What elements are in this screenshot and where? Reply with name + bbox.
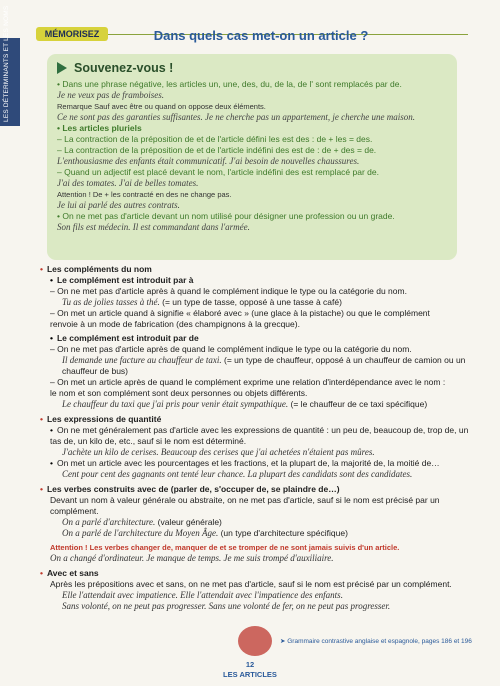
rule-text: – On ne met pas d'article après de quand le complément indique le type ou la catégorie du nom.: [50, 344, 412, 354]
rule-text: – La contraction de la préposition de et de l'article indéfini des est de : de + des = de.: [57, 145, 377, 155]
rule-text: – Quand un adjectif est placé devant le nom, l'article indéfini des est remplacé par de.: [57, 167, 379, 177]
rule-text: – La contraction de la préposition de et de l'article défini les est des : de + les = des.: [57, 134, 373, 144]
rule-text: Devant un nom à valeur générale ou abstraite, on ne met pas d'article, sauf si le nom est précisé par un complément.: [50, 495, 440, 516]
example-text: On a parlé d'architecture.: [62, 517, 156, 527]
chapter-side-tab: [0, 5, 20, 126]
subsection-heading: • Le complément est introduit par de: [40, 333, 470, 344]
gloss-text: (un type d'architecture spécifique): [220, 528, 348, 538]
example-text: Elle l'attendait avec impatience. Elle l'attendait avec l'impatience des enfants.: [62, 590, 343, 600]
gloss-text: (= un type de tasse, opposé à une tasse à café): [162, 297, 342, 307]
gloss-text: (= un type de chauffeur, opposé à un chauffeur de camion ou un chauffeur de bus): [62, 355, 466, 376]
rule-text: le nom et son complément sont deux personnes ou objets différents.: [50, 388, 308, 398]
rule-text: • On ne met généralement pas d'article avec les expressions de quantité : un peu de, beaucoup de, trop de, un tas de, un kilo de, etc., sauf si le nom est déterminé.: [40, 425, 470, 447]
rule-text: – On ne met pas d'article après à quand le complément indique le type ou la catégorie du nom.: [50, 286, 407, 296]
cross-reference: ➤ Grammaire contrastive anglaise et espagnole, pages 186 et 196: [280, 638, 472, 645]
side-tab-label: LES DÉTERMINANTS ET LES NOMS: [3, 5, 10, 122]
rule-text: • Dans une phrase négative, les articles un, une, des, du, de la, de l' sont remplacés par de.: [57, 79, 402, 89]
rule-text: – On met un article quand à signifie « élaboré avec » (une glace à la pistache) ou que le complément: [50, 308, 430, 318]
rule-heading: • Les articles pluriels: [57, 123, 142, 133]
example-line: [40, 528, 470, 539]
example-text: Sans volonté, on ne peut pas progresser. Sans une volonté de fer, on ne peut pas progresser.: [62, 601, 391, 611]
example-text: J'achète un kilo de cerises. Beaucoup des cerises que j'ai achetées n'étaient pas mûres.: [62, 447, 375, 457]
gloss-text: (valeur générale): [157, 517, 222, 527]
rule-text: – On met un article après de quand le complément exprime une relation d'interdépendance avec le nom :: [50, 377, 446, 387]
reminder-heading: Souvenez-vous !: [74, 60, 174, 75]
subsection-heading: • Le complément est introduit par à: [40, 275, 470, 286]
example-line: [40, 355, 470, 377]
example-text: Ce ne sont pas des garanties suffisantes. Je ne cherche pas un appartement, je cherche une maison.: [57, 112, 416, 122]
example-text: Il demande une facture au chauffeur de taxi.: [62, 355, 222, 365]
attention-text: Attention ! De + les contracté en des ne change pas.: [57, 190, 232, 199]
example-text: On a parlé de l'architecture du Moyen Âge.: [62, 528, 219, 538]
memorisez-tag: MÉMORISEZ: [36, 27, 108, 41]
rule-text: Après les prépositions avec et sans, on ne met pas d'article, sauf si le nom est précisé par un complément.: [50, 579, 452, 589]
rule-text: • On ne met pas d'article devant un nom utilisé pour désigner une profession ou un grade.: [57, 211, 395, 221]
gloss-text: (= le chauffeur de ce taxi spécifique): [290, 399, 428, 409]
main-content: [40, 264, 470, 612]
page-footer-label: LES ARTICLES: [223, 670, 277, 679]
example-text: Le chauffeur du taxi que j'ai pris pour venir était sympathique.: [62, 399, 289, 409]
example-text: Je ne veux pas de framboises.: [57, 90, 164, 100]
example-text: Je lui ai parlé des autres contrats.: [57, 200, 180, 210]
example-text: J'ai des tomates. J'ai de belles tomates.: [57, 178, 199, 188]
example-line: [40, 399, 470, 410]
example-text: Cent pour cent des gagnants ont tenté leur chance. La plupart des candidats sont des candidates.: [62, 469, 413, 479]
example-line: [40, 297, 470, 308]
rule-text: renvoie à un mode de fabrication (des champignons à la grecque).: [50, 319, 300, 329]
attention-text: Attention ! Les verbes changer de, manquer de et se tromper de ne sont jamais suivis d'un article.: [50, 543, 400, 552]
rule-text: • On met un article avec les pourcentages et les fractions, et la plupart de, la majorité de, la moitié de…: [40, 458, 470, 469]
example-line: [40, 517, 470, 528]
example-text: Tu as de jolies tasses à thé.: [62, 297, 160, 307]
page-title: Dans quels cas met-on un article ?: [153, 28, 369, 43]
example-text: Son fils est médecin. Il est commandant dans l'armée.: [57, 222, 250, 232]
page-number: 12: [245, 660, 255, 669]
page-circle-decoration: [238, 626, 272, 656]
triangle-icon: [57, 62, 67, 74]
remark-text: Remarque Sauf avec être ou quand on oppose deux éléments.: [57, 102, 266, 111]
section-heading: • Les expressions de quantité: [40, 414, 470, 425]
section-heading: • Avec et sans: [40, 568, 470, 579]
example-text: On a changé d'ordinateur. Je manque de temps. Je me suis trompé d'auxiliaire.: [50, 553, 334, 563]
reminder-box: [47, 54, 457, 260]
section-heading: • Les verbes construits avec de (parler de, s'occuper de, se plaindre de…): [40, 484, 470, 495]
section-heading: • Les compléments du nom: [40, 264, 470, 275]
example-text: L'enthousiasme des enfants était communicatif. J'ai besoin de nouvelles chaussures.: [57, 156, 360, 166]
